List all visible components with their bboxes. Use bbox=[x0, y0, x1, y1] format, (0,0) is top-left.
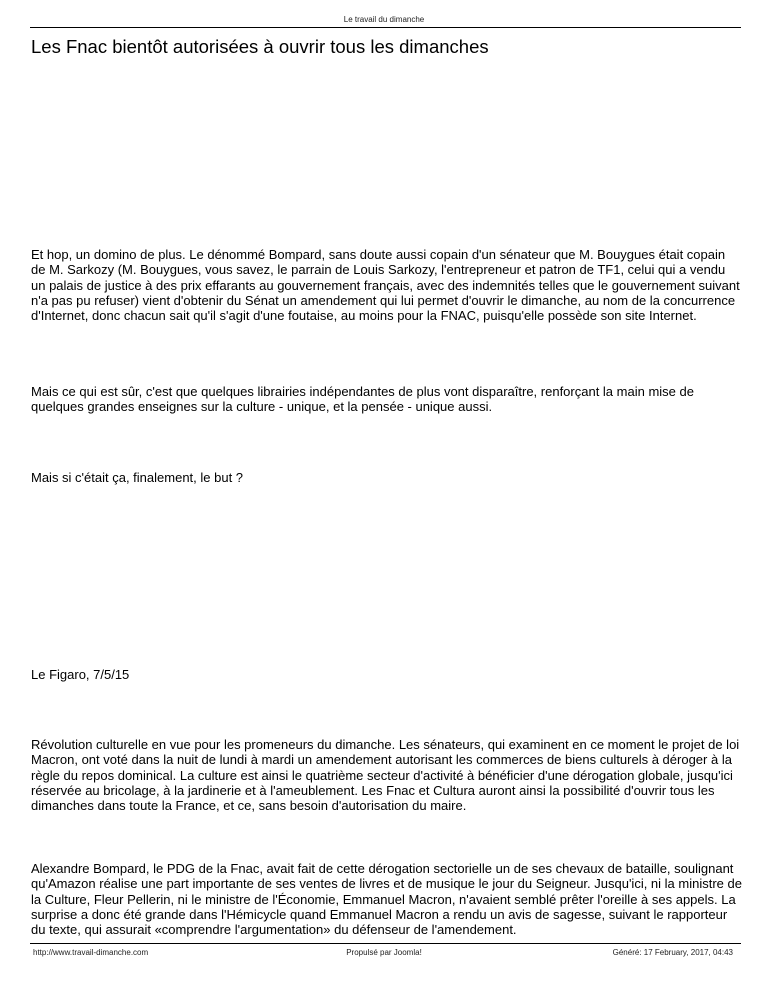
footer-powered-by: Propulsé par Joomla! bbox=[346, 948, 422, 957]
running-header: Le travail du dimanche bbox=[343, 15, 425, 24]
article-paragraph: Mais ce qui est sûr, c'est que quelques librairies indépendantes de plus vont disparaître, renforçant la main mise de quelques grandes enseignes sur la culture - unique, et la pensée - unique aussi. bbox=[31, 384, 694, 415]
footer-site-url: http://www.travail-dimanche.com bbox=[33, 948, 149, 957]
source-citation: Le Figaro, 7/5/15 bbox=[31, 667, 130, 682]
article-title: Les Fnac bientôt autorisées à ouvrir tous les dimanches bbox=[31, 36, 489, 57]
header-divider bbox=[30, 27, 741, 28]
article-paragraph: Alexandre Bompard, le PDG de la Fnac, avait fait de cette dérogation sectorielle un de ses chevaux de bataille, soulignant qu'Amazon réalise une part importante de ses ventes de livres et de musique le jour du Seigneur. Jusqu'ici, ni la ministre de la Culture, Fleur Pellerin, ni le ministre de l'Économie, Emmanuel Macron, n'avaient semblé prêter l'oreille à ses appels. La surprise a donc été grande dans l'Hémicycle quand Emmanuel Macron a rendu un avis de sagesse, suivant le rapporteur du texte, qui assurait «comprendre l'argumentation» du défenseur de l'amendement. bbox=[31, 861, 742, 938]
article-paragraph: Et hop, un domino de plus. Le dénommé Bompard, sans doute aussi copain d'un sénateur que M. Bouygues était copain de M. Sarkozy (M. Bouygues, vous savez, le parrain de Louis Sarkozy, l'entrepreneur et patron de TF1, celui qui a vendu un palais de justice à des prix effarants au gouvernement français, avec des indemnités telles que le gouvernement suivant n'a pas pu refuser) vient d'obtenir du Sénat un amendement qui lui permet d'ouvrir le dimanche, au nom de la concurrence d'Internet, donc chacun sait qu'il s'agit d'une foutaise, au moins pour la FNAC, puisqu'elle possède son site Internet. bbox=[31, 247, 740, 324]
footer-generated-date: Généré: 17 February, 2017, 04:43 bbox=[612, 948, 733, 957]
article-paragraph: Mais si c'était ça, finalement, le but ? bbox=[31, 470, 244, 485]
article-paragraph: Révolution culturelle en vue pour les promeneurs du dimanche. Les sénateurs, qui examinent en ce moment le projet de loi Macron, ont voté dans la nuit de lundi à mardi un amendement autorisant les commerces de biens culturels à déroger à la règle du repos dominical. La culture est ainsi le quatrième secteur d'activité à bénéficier d'une dérogation globale, jusqu'ici réservée au bricolage, à la jardinerie et à l'ameublement. Les Fnac et Cultura auront ainsi la possibilité d'ouvrir tous les dimanches dans toute la France, et ce, sans besoin d'autorisation du maire. bbox=[31, 737, 740, 814]
footer-divider bbox=[30, 943, 741, 944]
